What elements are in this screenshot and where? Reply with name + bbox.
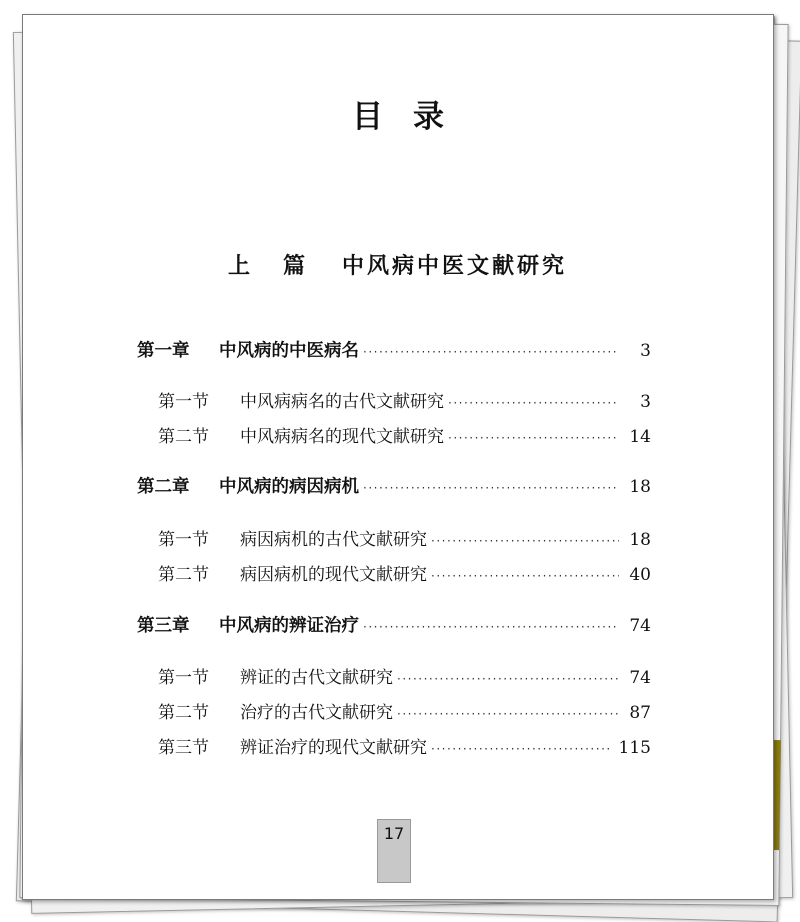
chapter-title: 中风病的中医病名 (219, 341, 359, 361)
toc-chapter-1[interactable] (137, 337, 651, 362)
leader-dots (397, 672, 619, 686)
section-number: 第一节 (158, 392, 209, 412)
chapter-number: 第一章 (137, 341, 190, 361)
page-ref: 3 (640, 341, 651, 361)
section-number: 第二节 (158, 703, 209, 723)
chapter-number: 第三章 (137, 616, 190, 636)
section-number: 第二节 (158, 565, 209, 585)
part-label: 上 (228, 254, 254, 279)
section-title: 辨证治疗的现代文献研究 (240, 738, 427, 758)
section-title: 中风病病名的古代文献研究 (240, 392, 444, 412)
section-title: 病因病机的古代文献研究 (240, 530, 427, 550)
toc-chapter-3[interactable] (137, 612, 651, 637)
section-title: 中风病病名的现代文献研究 (240, 427, 444, 447)
leader-dots (363, 620, 619, 634)
page-ref: 18 (629, 530, 651, 550)
leader-dots (363, 481, 619, 495)
page-ref: 40 (629, 565, 651, 585)
page-ref: 115 (618, 738, 651, 758)
toc-page (22, 14, 774, 900)
leader-dots (448, 396, 619, 410)
chapter-title: 中风病的病因病机 (219, 477, 359, 497)
toc-section-1-2[interactable] (158, 422, 651, 447)
chapter-number: 第二章 (137, 477, 190, 497)
toc-section-2-1[interactable] (158, 525, 651, 550)
part-title: 中风病中医文献研究 (342, 254, 568, 279)
leader-dots (363, 345, 619, 359)
section-number: 第二节 (158, 427, 209, 447)
leader-dots (397, 707, 619, 721)
page-ref: 14 (629, 427, 651, 447)
toc-chapter-2[interactable] (137, 473, 651, 498)
toc-section-1-1[interactable] (158, 387, 651, 412)
toc-section-2-2[interactable] (158, 560, 651, 585)
section-number: 第三节 (158, 738, 209, 758)
chapter-title: 中风病的辨证治疗 (219, 616, 359, 636)
leader-dots (431, 534, 619, 548)
leader-dots (448, 431, 619, 445)
toc-title: 目录 (352, 99, 474, 135)
toc-section-3-2[interactable] (158, 698, 651, 723)
leader-dots (431, 569, 619, 583)
page-ref: 18 (629, 477, 651, 497)
part-heading (228, 249, 567, 280)
part-word: 篇 (283, 254, 309, 279)
page-number-badge: 17 (377, 819, 411, 883)
leader-dots (431, 742, 613, 756)
page-ref: 3 (640, 392, 651, 412)
toc-section-3-1[interactable] (158, 663, 651, 688)
section-title: 治疗的古代文献研究 (240, 703, 393, 723)
section-number: 第一节 (158, 530, 209, 550)
page-ref: 74 (629, 616, 651, 636)
page-ref: 87 (629, 703, 651, 723)
toc-section-3-3[interactable] (158, 733, 651, 758)
section-title: 病因病机的现代文献研究 (240, 565, 427, 585)
page-ref: 74 (629, 668, 651, 688)
section-number: 第一节 (158, 668, 209, 688)
section-title: 辨证的古代文献研究 (240, 668, 393, 688)
